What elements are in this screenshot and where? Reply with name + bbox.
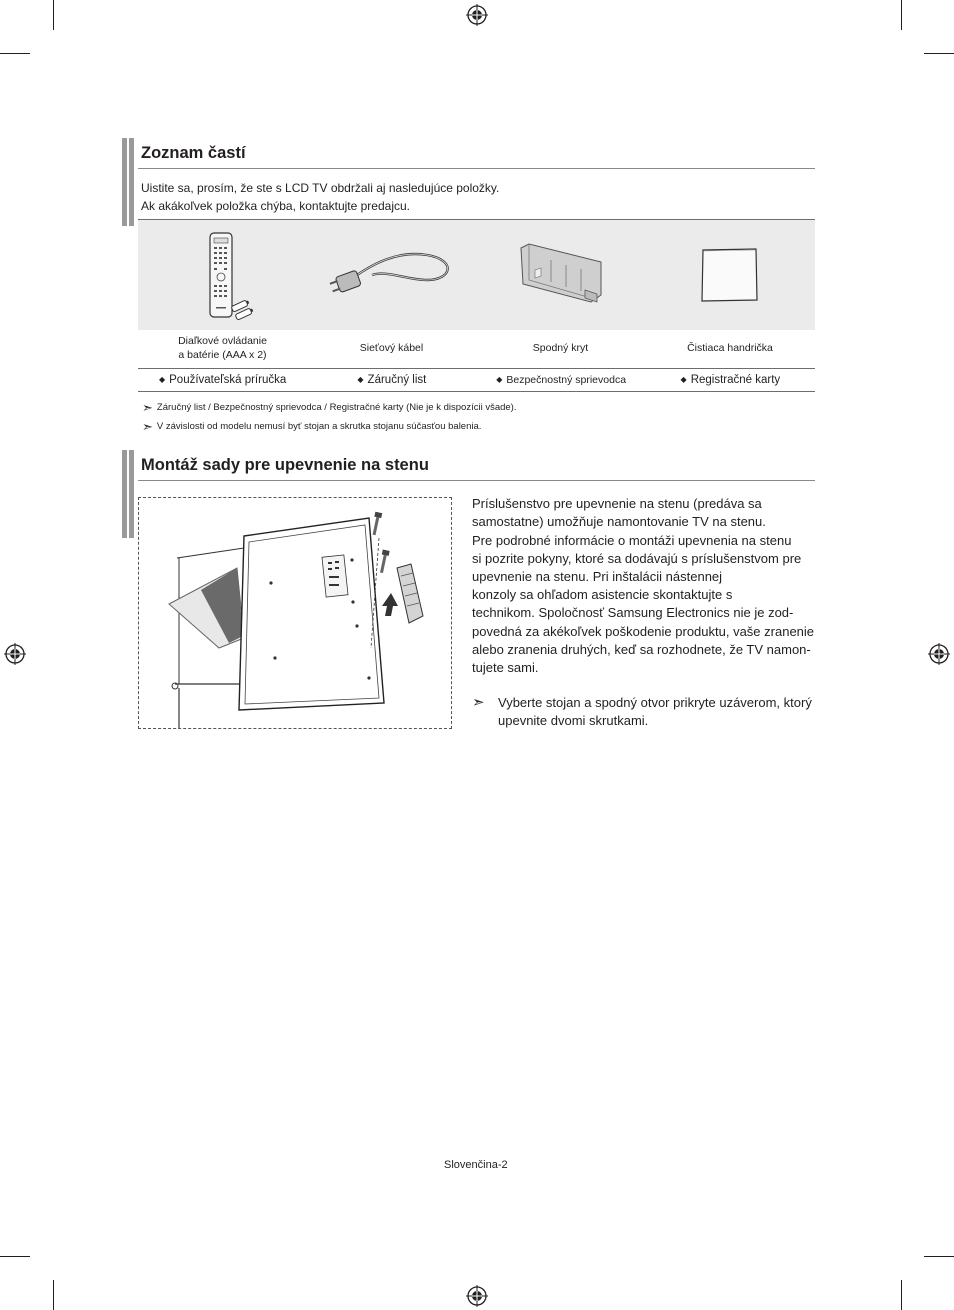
- note-arrow-icon: ➣: [472, 694, 485, 711]
- crop-mark: [901, 0, 902, 30]
- part-cleaning-cloth-image: [645, 219, 815, 330]
- intro-text: Uistite sa, prosím, že ste s LCD TV obdržali aj nasledujúce položky.: [141, 181, 500, 195]
- documents-row: [138, 368, 815, 392]
- bottom-cover-icon: [511, 240, 611, 310]
- wall-mount-illustration-frame: [138, 497, 452, 729]
- crop-mark: [901, 1280, 902, 1310]
- note: ➣ Záručný list / Bezpečnostný sprievodca / Registračné karty (Nie je k dispozícii všade).: [142, 400, 517, 415]
- document-item: ◆ Bezpečnostný sprievodca: [496, 374, 627, 386]
- section-rule: [138, 480, 815, 481]
- registration-mark-icon: [928, 643, 950, 665]
- crop-mark: [53, 1280, 54, 1310]
- part-label-bottom-cover: Spodný kryt: [532, 342, 589, 354]
- note-arrow-icon: ➣: [142, 400, 153, 415]
- part-bottom-cover-image: [476, 219, 645, 330]
- section-title: Zoznam častí: [141, 144, 246, 162]
- wall-mount-illustration: [139, 498, 451, 728]
- registration-mark-icon: [466, 1285, 488, 1307]
- section-marker-bar: [122, 138, 134, 226]
- document-item: ◆ Registračné karty: [680, 374, 781, 386]
- diamond-bullet-icon: ◆: [680, 374, 687, 384]
- diamond-bullet-icon: ◆: [496, 374, 503, 384]
- section-title: Montáž sady pre upevnenie na stenu: [141, 456, 429, 474]
- registration-mark-icon: [466, 4, 488, 26]
- part-label-power-cord: Sieťový kábel: [359, 342, 424, 354]
- tip-note: ➣ Vyberte stojan a spodný otvor prikryte uzáverom, ktorý upevnite dvomi skrutkami.: [472, 694, 832, 730]
- diamond-bullet-icon: ◆: [357, 374, 364, 384]
- part-label-cleaning-cloth: Čistiaca handrička: [687, 342, 773, 354]
- intro-text: Ak akákoľvek položka chýba, kontaktujte predajcu.: [141, 199, 410, 213]
- crop-mark: [924, 1256, 954, 1257]
- part-label-remote: Diaľkové ovládanie a batérie (AAA x 2): [178, 335, 267, 361]
- registration-mark-icon: [4, 643, 26, 665]
- part-remote-image: [138, 219, 307, 330]
- part-power-cord-image: [307, 219, 476, 330]
- remote-control-icon: [188, 227, 258, 322]
- cleaning-cloth-icon: [698, 245, 762, 305]
- crop-mark: [0, 53, 30, 54]
- document-item: ◆ Používateľská príručka: [158, 374, 287, 386]
- crop-mark: [0, 1256, 30, 1257]
- page-number: Slovenčina-2: [444, 1159, 508, 1171]
- crop-mark: [924, 53, 954, 54]
- note: ➣ V závislosti od modelu nemusí byť stojan a skrutka stojanu súčasťou balenia.: [142, 419, 482, 434]
- section-marker-bar: [122, 450, 134, 538]
- power-cord-icon: [327, 245, 457, 305]
- diamond-bullet-icon: ◆: [158, 374, 166, 384]
- document-item: ◆ Záručný list: [357, 374, 427, 386]
- note-arrow-icon: ➣: [142, 419, 153, 434]
- crop-mark: [53, 0, 54, 30]
- section-rule: [138, 168, 815, 169]
